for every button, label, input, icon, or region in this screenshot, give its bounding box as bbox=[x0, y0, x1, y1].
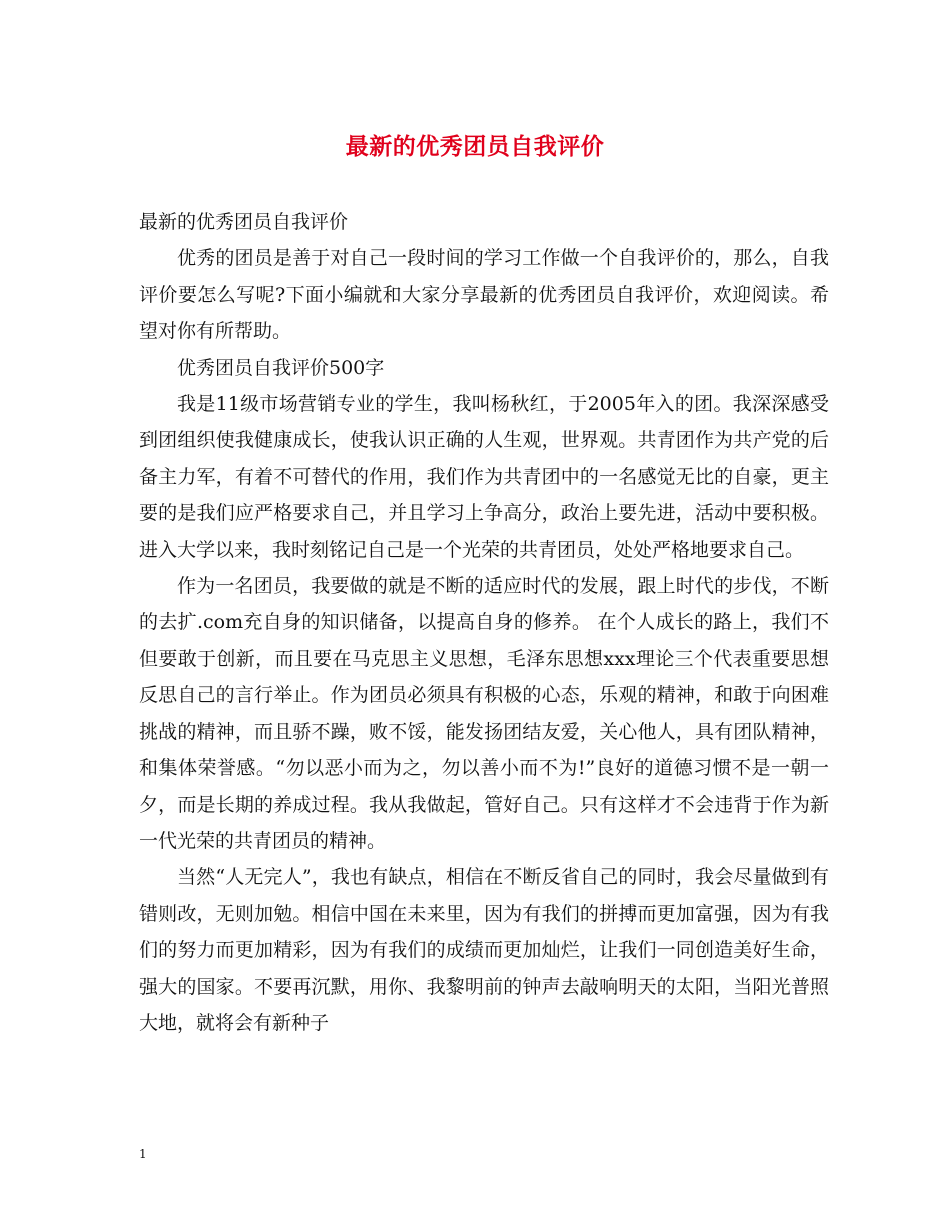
subtitle-paragraph: 最新的优秀团员自我评价 bbox=[139, 211, 349, 233]
page-number: 1 bbox=[139, 1147, 147, 1161]
body-paragraph: 当然“人无完人”，我也有缺点，相信在不断反省自己的同时，我会尽量做到有错则改，无则加勉。相信中国在未来里，因为有我们的拼搏而更加富强，因为有我们的努力而更加精彩，因为有我们的成绩而更加灿烂，让我们一同创造美好生命，强大的国家。不要再沉默，用你、我黎明前的钟声去敲响明天的太阳，当阳光普照大地，就将会有新种子 bbox=[139, 866, 829, 1034]
body-paragraph: 作为一名团员，我要做的就是不断的适应时代的发展，跟上时代的步伐，不断的去扩.com充自身的知识储备，以提高自身的修养。 在个人成长的路上，我们不但要敢于创新，而且要在马克思主义思想，毛泽东思想xxx理论三个代表重要思想反思自己的言行举止。作为团员必须具有积极的心态，乐观的精神，和敢于向困难挑战的精神，而且骄不躁，败不馁，能发扬团结友爱，关心他人，具有团队精神，和集体荣誉感。“勿以恶小而为之，勿以善小而不为!”良好的道德习惯不是一朝一夕，而是长期的养成过程。我从我做起，管好自己。只有这样才不会违背于作为新一代光荣的共青团员的精神。 bbox=[139, 575, 829, 852]
intro-paragraph: 优秀的团员是善于对自己一段时间的学习工作做一个自我评价的，那么，自我评价要怎么写呢?下面小编就和大家分享最新的优秀团员自我评价，欢迎阅读。希望对你有所帮助。 bbox=[139, 247, 829, 343]
page-title: 最新的优秀团员自我评价 bbox=[345, 133, 605, 160]
body-paragraph: 我是11级市场营销专业的学生，我叫杨秋红，于2005年入的团。我深深感受到团组织使我健康成长，使我认识正确的人生观，世界观。共青团作为共产党的后备主力军，有着不可替代的作用，我们作为共青团中的一名感觉无比的自豪，更主要的是我们应严格要求自己，并且学习上争高分，政治上要先进，活动中要积极。进入大学以来，我时刻铭记自己是一个光荣的共青团员，处处严格地要求自己。 bbox=[139, 393, 829, 561]
section-heading: 优秀团员自我评价500字 bbox=[177, 356, 385, 379]
document-body bbox=[139, 204, 829, 1041]
